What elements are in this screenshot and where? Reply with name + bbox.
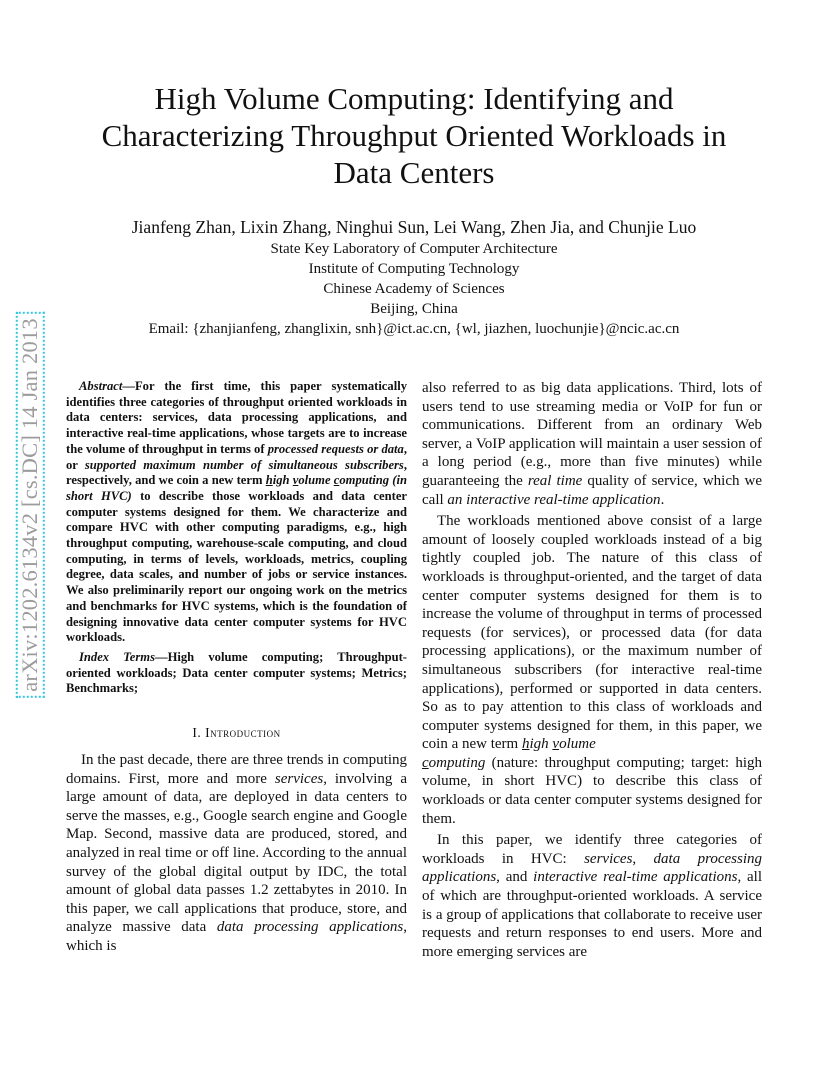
- abstract: Abstract—For the first time, this paper systematically identifies three categories of throughput oriented workloads in data centers: services, data processing applications, and interactive real-time applications, whose targets are to increase the volume of throughput in terms of processed requests or data, or supported maximum number of simultaneous subscribers, respectively, and we coin a new term high volume computing (in short HVC) to describe those workloads and data center computer systems designed for them. We characterize and compare HVC with other computing paradigms, e.g., high throughput computing, warehouse-scale computing, and cloud computing, in terms of levels, workloads, metrics, coupling degree, data scales, and number of jobs or service instances. We also preliminarily report our ongoing work on the metrics and benchmarks for HVC systems, which is the foundation of designing innovative data center computer systems for HVC workloads.: [66, 379, 407, 645]
- arxiv-identifier: [8, 270, 52, 740]
- affiliation-lab: State Key Laboratory of Computer Architecture: [270, 241, 558, 257]
- abstract-label: Abstract: [79, 379, 123, 393]
- intro-paragraph-3: In this paper, we identify three categories of workloads in HVC: services, data processing applications, and interactive real-time applications, all of which are throughput-oriented workloads. A service is a group of applications that collaborate to receive user requests and return responses to end users. More and more emerging services are: [422, 832, 763, 960]
- author-list: Jianfeng Zhan, Lixin Zhang, Ninghui Sun, Lei Wang, Zhen Jia, and Chunjie Luo: [131, 217, 697, 237]
- arxiv-identifier-text: arXiv:1202.6134v2 [cs.DC] 14 Jan 2013: [16, 312, 45, 698]
- affiliation-academy: Chinese Academy of Sciences: [323, 281, 505, 297]
- affiliation-block: [70, 239, 758, 339]
- affiliation-city: Beijing, China: [370, 301, 458, 317]
- paper-title: High Volume Computing: Identifying and Characterizing Throughput Oriented Workloads in Data Centers: [101, 81, 727, 190]
- left-column: [66, 379, 407, 956]
- intro-paragraph-2: The workloads mentioned above consist of a large amount of loosely coupled workloads instead of a big tightly coupled job. The nature of this class of workloads is throughput-oriented, and the target of data center computer systems designed for them is to increase the volume of throughput in terms of processed requests (for services), or processed data (for data processing applications), or the maximum number of simultaneous subscribers (for interactive real-time applications), performed or supported in data centers. So as to pay attention to this class of workloads and computer systems designed for them, in this paper, we coin a new term high volume computing (nature: throughput computing; target: high volume, in short HVC) to describe this class of workloads or data center computer systems designed for them.: [422, 513, 762, 827]
- section-heading-introduction: I. Introduction: [192, 725, 281, 741]
- intro-paragraph-1-continued: also referred to as big data applications. Third, lots of users tend to use streaming media or VoIP for fun or communications. Different from an ordinary Web server, a VoIP application will maintain a user session of a long period (e.g., more than five minutes) while guaranteeing the real time quality of service, which we call an interactive real-time application.: [422, 380, 763, 508]
- index-terms: Index Terms—High volume computing; Throughput-oriented workloads; Data center computer systems; Metrics; Benchmarks;: [66, 649, 408, 696]
- right-column: [422, 379, 762, 961]
- affiliation-institute: Institute of Computing Technology: [308, 261, 520, 277]
- intro-paragraph-1: In the past decade, there are three trends in computing domains. First, more and more services, involving a large amount of data, are deployed in data centers to serve the masses, e.g., Google search engine and Google Map. Second, massive data are produced, stored, and analyzed in real time or off line. According to the annual survey of the global digital output by IDC, the total amount of global data passes 1.2 zettabytes in 2010. In this paper, we call applications that produce, store, and analyze massive data data processing applications, which is: [66, 752, 407, 954]
- affiliation-email: Email: {zhanjianfeng, zhanglixin, snh}@ict.ac.cn, {wl, jiazhen, luochunjie}@ncic.ac.cn: [148, 321, 680, 337]
- index-terms-label: Index Terms: [79, 649, 155, 664]
